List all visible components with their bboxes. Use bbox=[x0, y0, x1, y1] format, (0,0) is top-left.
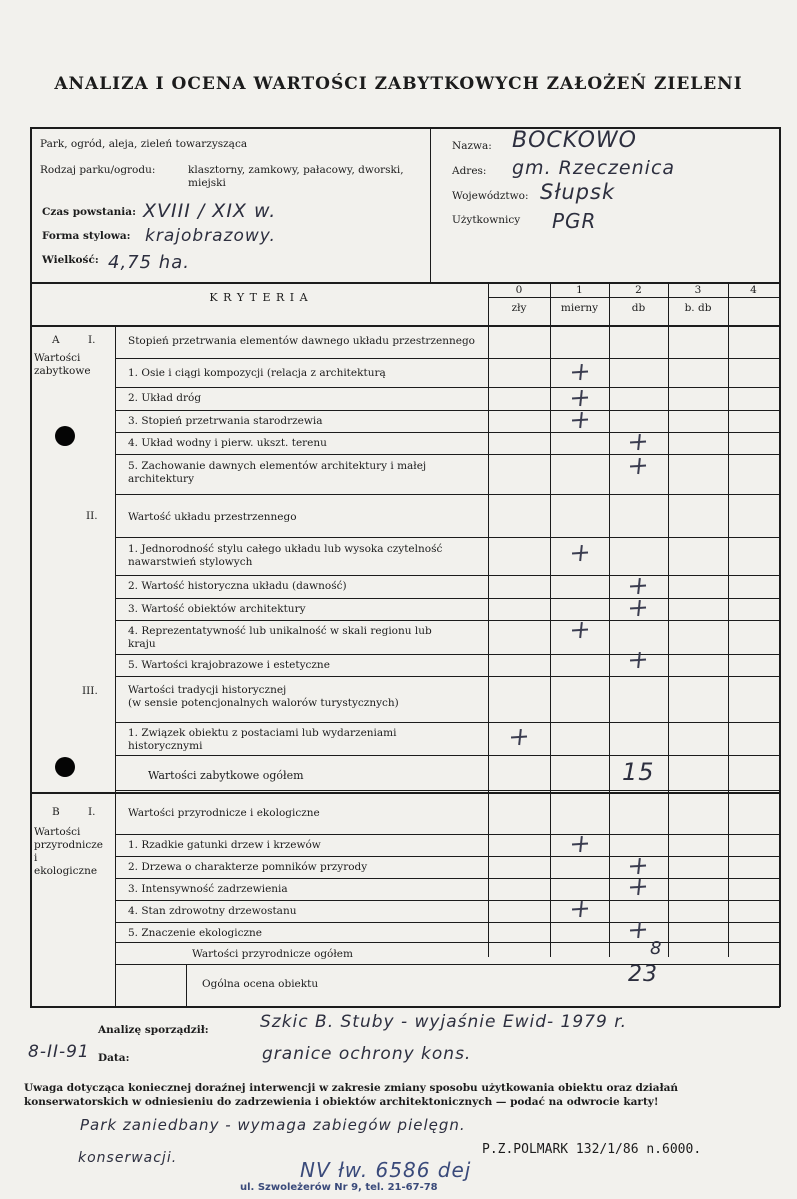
address-label: Adres: bbox=[452, 165, 487, 177]
item-a1-2: 2. Układ dróg bbox=[128, 392, 202, 404]
rating-mark-a1-4 bbox=[628, 434, 648, 450]
a2-heading: Wartość układu przestrzennego bbox=[128, 511, 297, 523]
grade-0-number: 0 bbox=[515, 284, 523, 296]
table-border-right bbox=[779, 127, 781, 1007]
overall-value: 23 bbox=[628, 962, 658, 987]
rating-mark-a2-5 bbox=[628, 652, 648, 668]
style-value: krajobrazowy. bbox=[145, 226, 276, 246]
park-kind-options: klasztorny, zamkowy, pałacowy, dworski, miejski bbox=[188, 164, 404, 189]
a1-heading: Stopień przetrwania elementów dawnego układu przestrzennego bbox=[128, 335, 475, 347]
criteria-label: K R Y T E R I A bbox=[209, 291, 309, 304]
section-a-letter: A bbox=[52, 334, 60, 346]
name-label: Nazwa: bbox=[452, 140, 492, 152]
item-a2-3: 3. Wartość obiektów architektury bbox=[128, 603, 306, 615]
a3-heading-sub: (w sensie potencjonalnych walorów turystycznych) bbox=[128, 697, 399, 709]
item-a2-2: 2. Wartość historyczna układu (dawność) bbox=[128, 580, 347, 592]
grade-3-number: 3 bbox=[694, 284, 702, 296]
section-b-letter: B bbox=[52, 806, 60, 818]
users-value: PGR bbox=[552, 209, 597, 233]
form-code: P.Z.POLMARK 132/1/86 n.6000. bbox=[482, 1142, 702, 1157]
item-a2-5: 5. Wartości krajobrazowe i estetyczne bbox=[128, 659, 330, 671]
document-title: ANALIZA I OCENA WARTOŚCI ZABYTKOWYCH ZAŁOŻEŃ ZIELENI bbox=[54, 74, 743, 94]
size-value: 4,75 ha. bbox=[108, 252, 190, 273]
grade-4-number: 4 bbox=[750, 284, 757, 296]
time-label: Czas powstania: bbox=[42, 206, 136, 218]
overall-label: Ogólna ocena obiektu bbox=[202, 978, 319, 990]
item-a1-5: 5. Zachowanie dawnych elementów architektury i małej architektury bbox=[128, 460, 427, 485]
rating-mark-b1-1 bbox=[570, 836, 590, 852]
section-b-roman: I. bbox=[88, 806, 96, 818]
grade-0-label: zły bbox=[511, 302, 527, 314]
note-line-2: konserwacji. bbox=[78, 1150, 178, 1166]
section-a-roman: I. bbox=[88, 334, 96, 346]
name-value: BOCKOWO bbox=[512, 128, 637, 153]
a3-heading: Wartości tradycji historycznej bbox=[128, 684, 287, 696]
date-value: 8-II-91 bbox=[28, 1042, 90, 1062]
grade-2-number: 2 bbox=[635, 284, 642, 296]
item-a3-1: 1. Związek obiektu z postaciami lub wydarzeniami historycznymi bbox=[128, 727, 397, 752]
section-b-label: Wartości przyrodnicze i ekologiczne bbox=[34, 826, 104, 877]
date-note: granice ochrony kons. bbox=[262, 1044, 472, 1064]
author-label: Analizę sporządził: bbox=[98, 1024, 209, 1036]
rating-mark-a2-1 bbox=[570, 545, 590, 561]
b1-heading: Wartości przyrodnicze i ekologiczne bbox=[128, 807, 320, 819]
item-b1-5: 5. Znaczenie ekologiczne bbox=[128, 927, 263, 939]
rating-mark-b1-2 bbox=[628, 858, 648, 874]
grade-2-label: db bbox=[631, 302, 646, 314]
punch-hole bbox=[55, 426, 75, 446]
rating-mark-a2-2 bbox=[628, 578, 648, 594]
park-type-label: Park, ogród, aleja, zieleń towarzysząca bbox=[40, 138, 248, 150]
intervention-warning: Uwaga dotycząca koniecznej doraźnej interwencji w zakresie zmiany sposobu użytkowania obiektu oraz działań konserwatorskich w odniesieniu do zadrzewienia i obiektów architektonicznych — podać na odwrocie karty! bbox=[24, 1082, 679, 1108]
item-a2-4: 4. Reprezentatywność lub unikalność w skali regionu lub kraju bbox=[128, 625, 432, 650]
item-b1-1: 1. Rzadkie gatunki drzew i krzewów bbox=[128, 839, 321, 851]
item-a2-1: 1. Jednorodność stylu całego układu lub wysoka czytelność nawarstwień stylowych bbox=[128, 543, 443, 568]
rating-mark-a2-3 bbox=[628, 600, 648, 616]
rating-mark-b1-4 bbox=[570, 901, 590, 917]
rating-mark-b1-5 bbox=[628, 922, 648, 938]
item-a1-1: 1. Osie i ciągi kompozycji (relacja z architekturą bbox=[128, 367, 386, 379]
b-total-label: Wartości przyrodnicze ogółem bbox=[192, 948, 353, 960]
b-total-value: 8 bbox=[650, 938, 663, 959]
a-total-value: 15 bbox=[622, 758, 655, 786]
note-line-1: Park zaniedbany - wymaga zabiegów pielęgn. bbox=[80, 1116, 466, 1134]
punch-hole bbox=[55, 757, 75, 777]
park-kind-label: Rodzaj parku/ogrodu: bbox=[40, 164, 156, 176]
style-label: Forma stylowa: bbox=[42, 230, 131, 242]
rating-mark-a3-1 bbox=[509, 729, 529, 745]
province-label: Województwo: bbox=[452, 190, 529, 202]
rating-mark-a2-4 bbox=[570, 622, 590, 638]
grade-3-label: b. db bbox=[684, 302, 712, 314]
time-value: XVIII / XIX w. bbox=[143, 200, 277, 222]
table-border-left bbox=[30, 127, 32, 1007]
section-a3-roman: III. bbox=[82, 685, 98, 697]
users-label: Użytkownicy bbox=[452, 214, 521, 226]
item-a1-3: 3. Stopień przetrwania starodrzewia bbox=[128, 415, 323, 427]
author-value: Szkic B. Stuby - wyjaśnie Ewid- 1979 r. bbox=[260, 1012, 628, 1032]
item-b1-4: 4. Stan zdrowotny drzewostanu bbox=[128, 905, 297, 917]
rating-mark-a1-5 bbox=[628, 458, 648, 474]
rating-mark-a1-2 bbox=[570, 390, 590, 406]
grade-1-label: mierny bbox=[560, 302, 599, 314]
stamp-address: ul. Szwoleżerów Nr 9, tel. 21-67-78 bbox=[240, 1182, 438, 1193]
rating-mark-b1-3 bbox=[628, 879, 648, 895]
section-a2-roman: II. bbox=[86, 510, 98, 522]
address-value: gm. Rzeczenica bbox=[512, 157, 676, 179]
a-total-label: Wartości zabytkowe ogółem bbox=[148, 769, 304, 782]
section-a-label: Wartości zabytkowe bbox=[34, 352, 91, 377]
item-b1-3: 3. Intensywność zadrzewienia bbox=[128, 883, 288, 895]
stamp-number: NV łw. 6586 dej bbox=[300, 1158, 472, 1182]
grade-1-number: 1 bbox=[576, 284, 583, 296]
date-label: Data: bbox=[98, 1052, 130, 1064]
size-label: Wielkość: bbox=[42, 254, 99, 266]
item-b1-2: 2. Drzewa o charakterze pomników przyrody bbox=[128, 861, 368, 873]
item-a1-4: 4. Układ wodny i pierw. ukszt. terenu bbox=[128, 437, 327, 449]
province-value: Słupsk bbox=[540, 180, 616, 204]
header-divider bbox=[430, 127, 431, 282]
rating-mark-a1-1 bbox=[570, 364, 590, 380]
rating-mark-a1-3 bbox=[570, 412, 590, 428]
